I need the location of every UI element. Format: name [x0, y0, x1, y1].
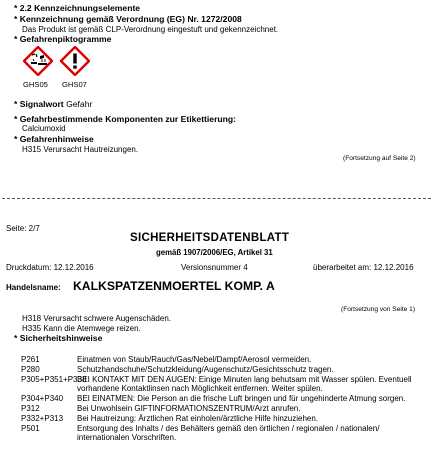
p-text: Einatmen von Staub/Rauch/Gas/Nebel/Dampf/Aerosol vermeiden.: [77, 355, 312, 364]
page-number: Seite: 2/7: [6, 224, 40, 233]
corrosion-icon: [23, 46, 53, 76]
table-row: [21, 394, 429, 404]
p-code: P501: [21, 423, 40, 433]
table-row: [21, 404, 429, 414]
version-number: Versionsnummer 4: [181, 263, 248, 272]
bullet: *: [14, 99, 20, 109]
trade-name-label: Handelsname:: [6, 283, 61, 292]
p-text: BEI EINATMEN: Die Person an die frische Luft bringen und für ungehinderte Atmung sorgen.: [77, 394, 406, 404]
table-row: [21, 375, 429, 395]
p-text: Bei Unwohlsein GIFTINFORMATIONSZENTRUM/Arzt anrufen.: [77, 403, 301, 413]
hazard-statement: H315 Verursacht Hautreizungen.: [22, 145, 139, 154]
p-text: BEI KONTAKT MIT DEN AUGEN: Einige Minuten lang behutsam mit Wasser spülen. Eventuell vorhandene Kontaktlinsen nach Möglichkeit entfernen. Weiter spülen.: [77, 374, 412, 394]
p-code: P305+P351+P338: [21, 374, 87, 384]
bullet: *: [14, 134, 20, 144]
p-code: P312: [21, 403, 40, 413]
pictogram-code: GHS07: [62, 80, 87, 89]
p-code: P332+P313: [21, 413, 64, 423]
precautionary-table: [21, 355, 429, 443]
hazard-heading: * Gefahrenhinweise: [14, 134, 94, 144]
components-heading: * Gefahrbestimmende Komponenten zur Etikettierung:: [14, 114, 237, 124]
continued-note: (Fortsetzung auf Seite 2): [343, 155, 416, 162]
table-row: [21, 414, 429, 424]
table-row: [21, 424, 429, 444]
precautionary-heading: * Sicherheitshinweise: [14, 333, 103, 343]
pictogram-code: GHS05: [23, 80, 48, 89]
regulation-heading: * Kennzeichnung gemäß Verordnung (EG) Nr. 1272/2008: [14, 14, 242, 24]
pictograms-heading: * Gefahrenpiktogramme: [14, 34, 112, 44]
table-row: [21, 365, 429, 375]
p-text: Schutzhandschuhe/Schutzkleidung/Augenschutz/Gesichtsschutz tragen.: [77, 364, 334, 374]
bullet: *: [14, 14, 20, 24]
hazard-statement: H318 Verursacht schwere Augenschäden.: [22, 314, 171, 323]
print-date: Druckdatum: 12.12.2016: [6, 263, 94, 272]
bullet: *: [14, 3, 20, 13]
continued-from: (Fortsetzung von Seite 1): [341, 306, 416, 313]
p-text: Entsorgung des Inhalts / des Behälters gemäß den örtlichen / regionalen / nationalen/ internationalen Vorschriften.: [77, 423, 380, 443]
regulation-text: Das Produkt ist gemäß CLP-Verordnung eingestuft und gekennzeichnet.: [22, 25, 279, 34]
p-code: P280: [21, 364, 40, 374]
signal-word: * Signalwort Gefahr: [14, 99, 93, 109]
revision-date: überarbeitet am: 12.12.2016: [313, 263, 414, 272]
document-subtitle: gemäß 1907/2006/EG, Artikel 31: [156, 248, 273, 257]
page-divider: [2, 198, 431, 199]
hazard-statement: H335 Kann die Atemwege reizen.: [22, 324, 141, 333]
bullet: *: [14, 114, 20, 124]
p-code: P261: [21, 355, 40, 364]
exclamation-icon: [60, 46, 90, 76]
bullet: *: [14, 333, 20, 343]
table-row: [21, 355, 429, 365]
p-code: P304+P340: [21, 394, 64, 404]
component-name: Calciumoxid: [22, 124, 66, 133]
p-text: Bei Hautreizung: Ärztlichen Rat einholen/ärztliche Hilfe hinzuziehen.: [77, 413, 319, 423]
section-heading-2-2: * 2.2 Kennzeichnungselemente: [14, 3, 141, 13]
bullet: *: [14, 34, 20, 44]
document-title: SICHERHEITSDATENBLATT: [130, 232, 290, 244]
trade-name: KALKSPATZENMOERTEL KOMP. A: [73, 279, 275, 293]
